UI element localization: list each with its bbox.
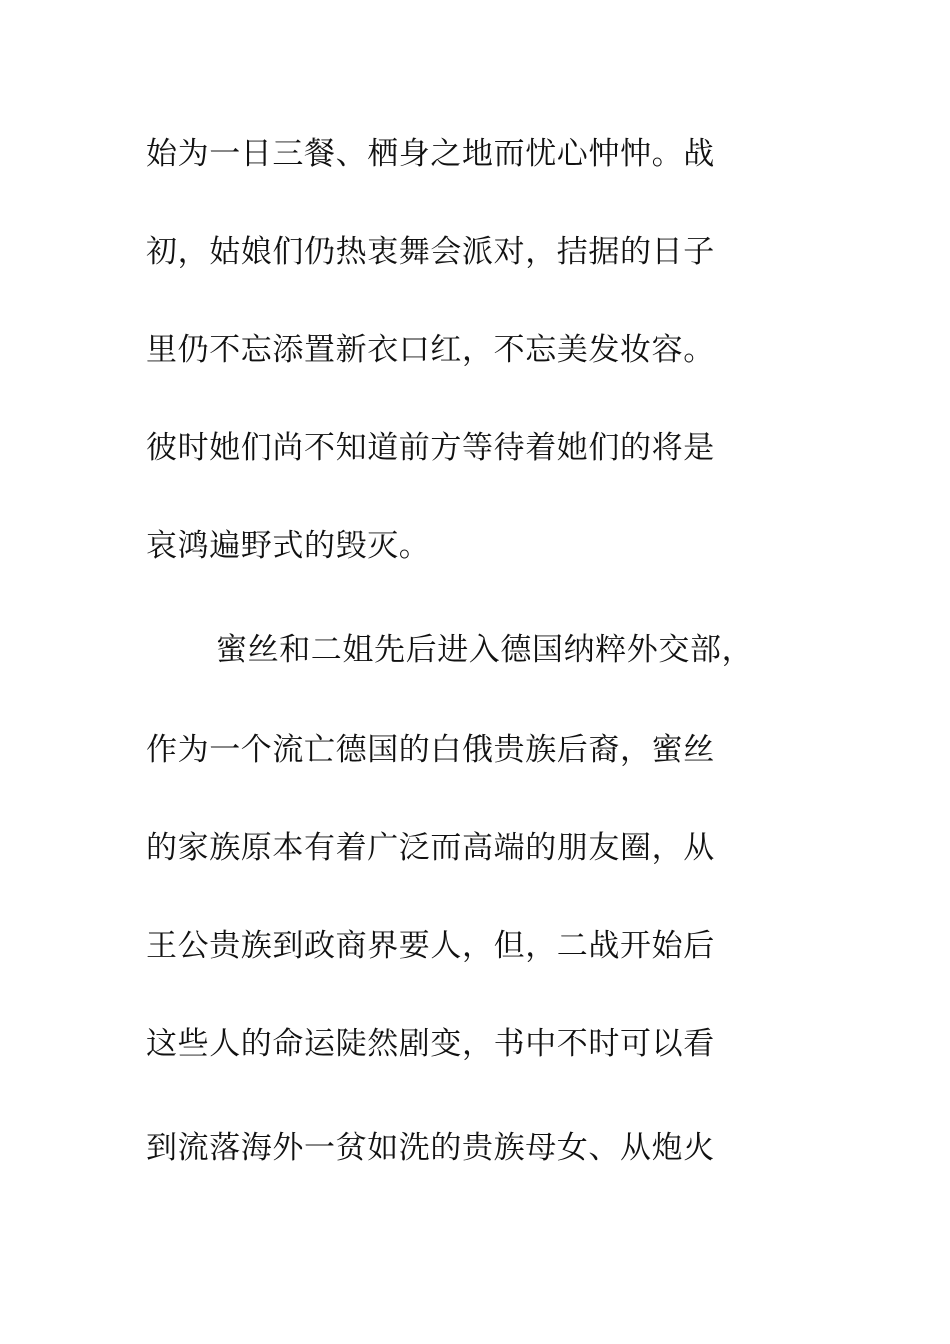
text-line: 初，姑娘们仍热衷舞会派对，拮据的日子 <box>146 234 715 270</box>
text-line: 始为一日三餐、栖身之地而忧心忡忡。战 <box>146 136 715 172</box>
text-line: 彼时她们尚不知道前方等待着她们的将是 <box>146 430 715 466</box>
text-line: 这些人的命运陡然剧变，书中不时可以看 <box>146 1026 715 1062</box>
text-line: 的家族原本有着广泛而高端的朋友圈，从 <box>146 830 715 866</box>
text-line: 王公贵族到政商界要人，但，二战开始后 <box>146 928 715 964</box>
text-line: 里仍不忘添置新衣口红，不忘美发妆容。 <box>146 332 715 368</box>
text-line: 到流落海外一贫如洗的贵族母女、从炮火 <box>146 1130 715 1166</box>
paragraph-first-line: 蜜丝和二姐先后进入德国纳粹外交部， <box>216 632 754 668</box>
text-line: 哀鸿遍野式的毁灭。 <box>146 528 431 564</box>
text-line: 作为一个流亡德国的白俄贵族后裔，蜜丝 <box>146 732 715 768</box>
